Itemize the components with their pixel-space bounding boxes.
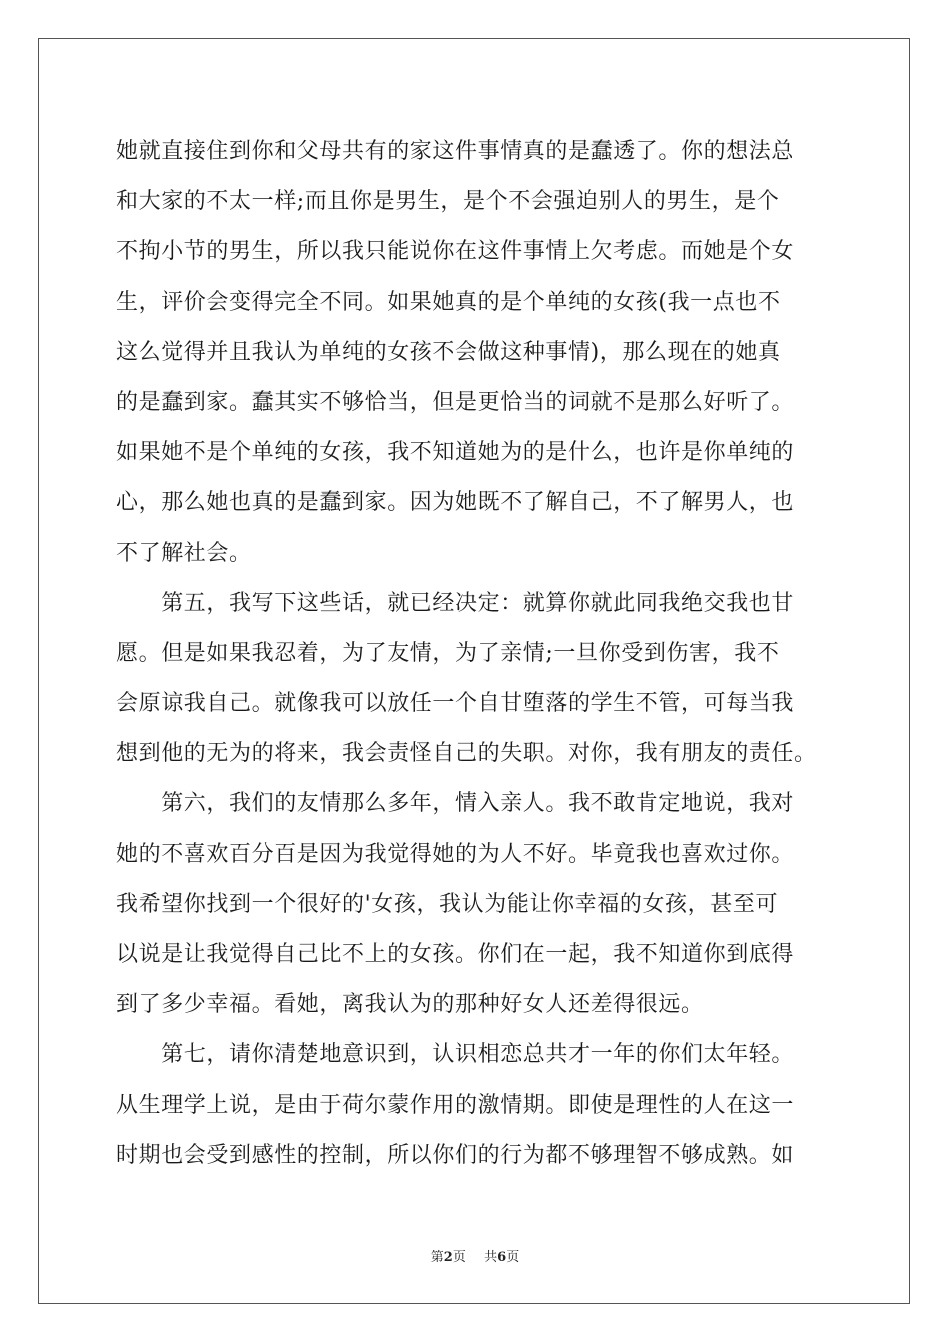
page-total <box>484 1250 519 1265</box>
text-line: 心，那么她也真的是蠢到家。因为她既不了解自己，不了解男人，也 <box>116 490 795 516</box>
total-suffix: 页 <box>506 1250 520 1265</box>
paragraph-start-line: 第六，我们的友情那么多年，情入亲人。我不敢肯定地说，我对 <box>116 791 795 817</box>
page-suffix: 页 <box>452 1250 466 1265</box>
text-line: 到了多少幸福。看她，离我认为的那种好女人还差得很远。 <box>116 992 704 1018</box>
text-line: 愿。但是如果我忍着，为了友情，为了亲情;一旦你受到伤害，我不 <box>116 640 780 666</box>
text-line: 不拘小节的男生，所以我只能说你在这件事情上欠考虑。而她是个女 <box>116 239 795 265</box>
text-line: 如果她不是个单纯的女孩，我不知道她为的是什么，也许是你单纯的 <box>116 440 795 466</box>
text-line: 她就直接住到你和父母共有的家这件事情真的是蠢透了。你的想法总 <box>116 139 795 164</box>
page-number <box>431 1250 470 1265</box>
text-line: 生，评价会变得完全不同。如果她真的是个单纯的女孩(我一点也不 <box>116 289 781 315</box>
current-page: 2 <box>443 1250 453 1265</box>
document-body <box>116 127 836 1181</box>
paragraph-start-line: 第七，请你清楚地意识到，认识相恋总共才一年的你们太年轻。 <box>116 1042 795 1068</box>
text-line: 的是蠢到家。蠢其实不够恰当，但是更恰当的词就不是那么好听了。 <box>116 389 795 415</box>
total-pages: 6 <box>497 1250 507 1265</box>
text-line: 这么觉得并且我认为单纯的女孩不会做这种事情)，那么现在的她真 <box>116 339 781 365</box>
text-line: 她的不喜欢百分百是因为我觉得她的为人不好。毕竟我也喜欢过你。 <box>116 841 795 867</box>
text-line: 时期也会受到感性的控制，所以你们的行为都不够理智不够成熟。如 <box>116 1142 795 1168</box>
total-prefix: 共 <box>484 1250 498 1265</box>
text-line: 以说是让我觉得自己比不上的女孩。你们在一起，我不知道你到底得 <box>116 942 795 967</box>
page-prefix: 第 <box>430 1250 444 1265</box>
text-line: 和大家的不太一样;而且你是男生，是个不会强迫别人的男生，是个 <box>116 189 780 215</box>
text-line: 会原谅我自己。就像我可以放任一个自甘堕落的学生不管，可每当我 <box>116 691 795 717</box>
text-line: 不了解社会。 <box>116 540 252 566</box>
page-footer <box>0 1246 950 1265</box>
text-line: 想到他的无为的将来，我会责怪自己的失职。对你，我有朋友的责任。 <box>116 741 817 767</box>
paragraph-start-line: 第五，我写下这些话，就已经决定：就算你就此同我绝交我也甘 <box>116 590 795 616</box>
text-line: 我希望你找到一个很好的'女孩，我认为能让你幸福的女孩，甚至可 <box>116 891 779 917</box>
text-line: 从生理学上说，是由于荷尔蒙作用的激情期。即使是理性的人在这一 <box>116 1092 795 1118</box>
